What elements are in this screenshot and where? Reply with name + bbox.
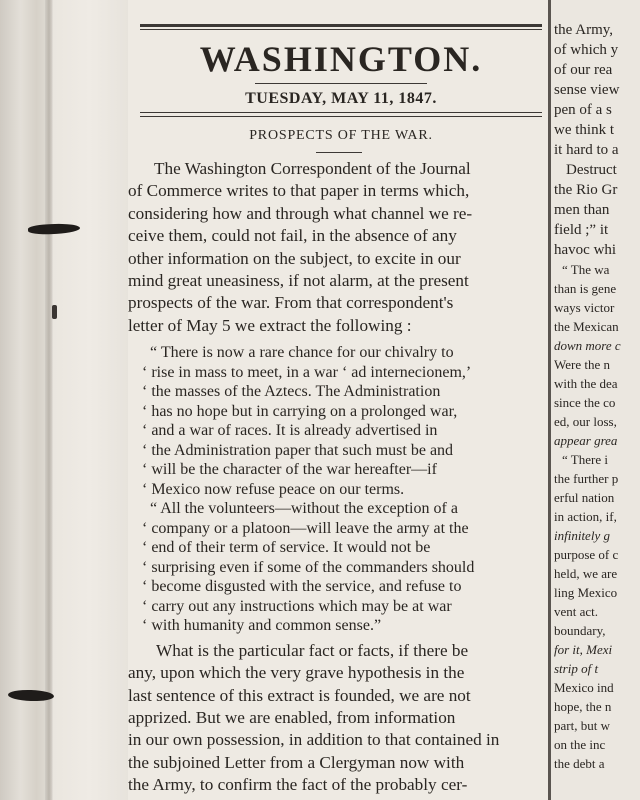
text-line: considering how and through what channel we re- [128,203,473,223]
right-line: the further p [554,471,619,486]
quote-line: ‘ company or a platoon—will leave the army at the [142,519,469,537]
article-body [106,158,548,800]
right-line: purpose of c [554,547,619,562]
paragraph-2 [106,640,548,797]
quote-line: ‘ carry out any instructions which may be at war [142,597,452,615]
text-line: last sentence of this extract is founded, we are not [128,685,471,705]
text-line: ceive them, could not fail, in the absence of any [128,226,457,246]
right-line: ways victor [554,300,615,315]
right-line: field ;” it [554,222,609,238]
quote-line: “ All the volunteers—without the exception of a [150,500,458,518]
right-line: part, but w [554,718,610,733]
right-line: strip of t [554,661,599,676]
right-line: “ There i [562,452,608,467]
right-line: Were the n [554,357,610,372]
quote-line: ‘ surprising even if some of the commanders should [142,558,475,576]
quote-line: ‘ will be the character of the war hereafter—if [142,461,437,479]
binding-stitch [52,305,57,319]
quote-line: ‘ and a war of races. It is already advertised in [142,422,438,440]
right-line: sense view [554,82,620,98]
text-line: any, upon which the very grave hypothesis in the [128,663,465,683]
right-line: ling Mexico [554,585,618,600]
quote-line: ‘ with humanity and common sense.” [142,617,382,635]
text-line: The Washington Correspondent of the Journal [154,159,471,178]
right-line: it hard to a [554,142,619,158]
right-line: pen of a s [554,102,612,118]
right-line: with the dea [554,376,618,391]
text-line: apprized. But we are enabled, from information [128,707,456,727]
paragraph-1 [106,158,548,180]
quote-line: ‘ has no hope but in carrying on a prolonged war, [142,402,458,420]
dateline-rule [140,112,542,113]
text-line: the subjoined Letter from a Clergyman now with [128,752,465,772]
right-line: hope, the n [554,699,612,714]
right-line: the Mexican [554,319,619,334]
right-line: vent act. [554,604,599,619]
right-line: of our rea [554,62,613,78]
right-line: Mexico ind [554,680,614,695]
masthead: WASHINGTON. [199,39,483,79]
text-line: prospects of the war. From that correspondent's [128,293,454,313]
article-headline: PROSPECTS OF THE WAR. [249,128,433,143]
right-line: since the co [554,395,616,410]
text-line: mind great uneasiness, if not alarm, at the present [128,271,469,291]
right-line: Destruct [566,162,617,178]
right-line: held, we are [554,566,618,581]
text-line: letter of May 5 we extract the following : [128,315,412,335]
quote-line: ‘ the Administration paper that such must be and [142,441,454,459]
headline-rule [316,152,362,153]
quote-line: ‘ become disgusted with the service, and refuse to [142,578,462,596]
adjacent-column-text [554,20,640,773]
text-line: of Commerce writes to that paper in terms which, [128,181,470,201]
dateline-rule [140,116,542,117]
quote-line: ‘ the masses of the Aztecs. The Administration [142,383,441,401]
right-line: than is gene [554,281,617,296]
masthead-top-rule [140,24,542,27]
right-line: boundary, [554,623,606,638]
right-line: down more c [554,338,621,353]
right-line: on the inc [554,737,606,752]
right-line: men than [554,202,610,218]
right-line: the Rio Gr [554,182,618,198]
right-line: the debt a [554,756,605,771]
text-line: the Army, to confirm the fact of the probably cer- [128,775,468,795]
quote-line: ‘ end of their term of service. It would not be [142,539,431,557]
right-line: we think t [554,122,614,138]
right-line: ed, our loss, [554,414,617,429]
text-line: What is the particular fact or facts, if there be [156,640,469,660]
quote-line: ‘ Mexico now refuse peace on our terms. [142,480,405,498]
right-line: for it, Mexi [554,642,613,657]
binding-fold [45,0,53,800]
right-line: in action, if, [554,509,617,524]
block-quote [106,343,548,636]
right-line: havoc whi [554,242,617,258]
paragraph-1-body [106,180,548,337]
dateline: TUESDAY, MAY 11, 1847. [245,90,437,107]
right-line: of which y [554,42,619,58]
masthead-top-rule [140,29,542,30]
right-line: infinitely g [554,528,610,543]
right-line: erful nation [554,490,615,505]
text-line: other information on the subject, to excite in our [128,248,461,268]
quote-line: “ There is now a rare chance for our chivalry to [150,344,454,362]
text-line: in our own possession, in addition to that contained in [128,730,500,750]
masthead-underline [255,83,427,84]
right-line: “ The wa [562,262,610,277]
right-line: the Army, [554,22,614,38]
right-line: appear grea [554,433,618,448]
quote-line: ‘ rise in mass to meet, in a war ‘ ad internecionem,’ [142,363,472,381]
